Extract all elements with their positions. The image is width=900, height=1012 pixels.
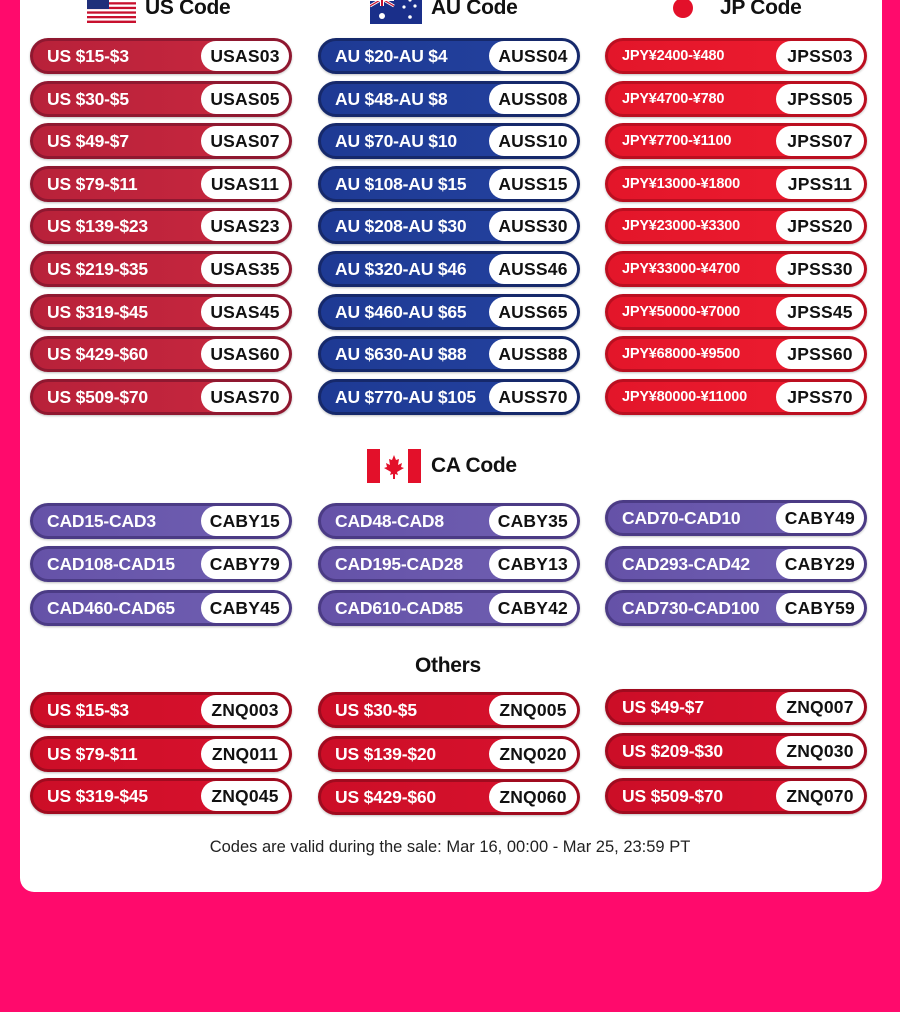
discount-range: US $219-$35 (47, 258, 148, 279)
discount-range: US $30-$5 (335, 699, 417, 720)
ca-section-title (367, 448, 517, 484)
coupon-code[interactable]: ZNQ011 (201, 739, 289, 769)
coupon-pill[interactable] (30, 38, 292, 74)
coupon-pill[interactable] (30, 336, 292, 372)
coupon-pill[interactable] (30, 590, 292, 626)
others-section-title-text: Others (415, 654, 481, 677)
coupon-code[interactable]: ZNQ070 (776, 781, 864, 811)
coupon-code[interactable]: ZNQ030 (776, 736, 864, 766)
us-section-title-text: US Code (145, 0, 231, 19)
coupon-pill[interactable] (318, 123, 580, 159)
discount-range: US $509-$70 (622, 785, 723, 806)
coupon-pill[interactable] (605, 590, 867, 626)
coupon-pill[interactable] (30, 251, 292, 287)
coupon-pill[interactable] (30, 778, 292, 814)
coupon-code[interactable]: CABY49 (776, 503, 864, 533)
coupon-pill[interactable] (318, 779, 580, 815)
coupon-code[interactable]: CABY13 (489, 549, 577, 579)
coupon-pill[interactable] (605, 38, 867, 74)
coupon-pill[interactable] (318, 590, 580, 626)
coupon-code[interactable]: CABY79 (201, 549, 289, 579)
coupon-code[interactable]: ZNQ007 (776, 692, 864, 722)
coupon-code[interactable]: CABY59 (776, 593, 864, 623)
discount-range: US $49-$7 (622, 696, 704, 717)
discount-range: CAD15-CAD3 (47, 510, 156, 531)
coupon-code[interactable]: USAS03 (201, 41, 289, 71)
discount-range: US $15-$3 (47, 45, 129, 66)
coupon-pill[interactable] (318, 208, 580, 244)
discount-range: CAD610-CAD85 (335, 597, 463, 618)
discount-range: JPY¥80000-¥11000 (622, 389, 748, 405)
coupon-code[interactable]: AUSS70 (489, 382, 577, 412)
discount-range: JPY¥33000-¥4700 (622, 261, 740, 277)
coupon-pill[interactable] (605, 379, 867, 415)
coupon-code[interactable]: CABY42 (489, 593, 577, 623)
discount-range: JPY¥68000-¥9500 (622, 346, 740, 362)
coupon-pill[interactable] (605, 251, 867, 287)
discount-range: US $30-$5 (47, 88, 129, 109)
coupon-pill[interactable] (605, 294, 867, 330)
discount-range: AU $460-AU $65 (335, 301, 467, 322)
coupon-code[interactable]: USAS35 (201, 254, 289, 284)
discount-range: US $49-$7 (47, 130, 129, 151)
coupon-code[interactable]: JPSS30 (776, 254, 864, 284)
ca-flag-icon (367, 449, 421, 483)
coupon-code[interactable]: USAS45 (201, 297, 289, 327)
coupon-code[interactable]: USAS05 (201, 84, 289, 114)
coupon-pill[interactable] (318, 736, 580, 772)
discount-range: CAD460-CAD65 (47, 597, 175, 618)
discount-range: CAD293-CAD42 (622, 553, 750, 574)
discount-range: AU $630-AU $88 (335, 343, 467, 364)
coupon-code[interactable]: JPSS20 (776, 211, 864, 241)
discount-range: US $139-$23 (47, 215, 148, 236)
discount-range: JPY¥23000-¥3300 (622, 218, 740, 234)
discount-range: AU $108-AU $15 (335, 173, 467, 194)
coupon-pill[interactable] (605, 778, 867, 814)
coupon-pill[interactable] (318, 379, 580, 415)
coupon-pill[interactable] (318, 38, 580, 74)
others-section-title (415, 648, 481, 684)
coupon-pill[interactable] (605, 733, 867, 769)
coupon-code[interactable]: USAS11 (201, 169, 289, 199)
discount-range: JPY¥2400-¥480 (622, 48, 725, 64)
coupon-code[interactable]: USAS60 (201, 339, 289, 369)
coupon-pill[interactable] (30, 692, 292, 728)
discount-range: US $319-$45 (47, 785, 148, 806)
discount-range: US $79-$11 (47, 743, 138, 764)
coupon-pill[interactable] (605, 689, 867, 725)
discount-range: JPY¥13000-¥1800 (622, 176, 740, 192)
discount-range: CAD195-CAD28 (335, 553, 463, 574)
coupon-pill[interactable] (30, 503, 292, 539)
coupon-pill[interactable] (30, 81, 292, 117)
validity-note: Codes are valid during the sale: Mar 16, 00:00 - Mar 25, 23:59 PT (209, 838, 691, 856)
coupon-code[interactable]: AUSS88 (489, 339, 577, 369)
coupon-pill[interactable] (318, 294, 580, 330)
coupon-code[interactable]: USAS07 (201, 126, 289, 156)
discount-range: CAD48-CAD8 (335, 510, 444, 531)
coupon-code[interactable]: CABY15 (201, 506, 289, 536)
coupon-code[interactable]: AUSS08 (489, 84, 577, 114)
coupon-pill[interactable] (318, 81, 580, 117)
discount-range: AU $208-AU $30 (335, 215, 467, 236)
coupon-code[interactable]: USAS23 (201, 211, 289, 241)
coupon-code[interactable]: AUSS10 (489, 126, 577, 156)
discount-range: JPY¥4700-¥780 (622, 91, 725, 107)
discount-range: CAD70-CAD10 (622, 507, 741, 528)
discount-range: CAD108-CAD15 (47, 553, 175, 574)
coupon-code[interactable]: ZNQ060 (489, 782, 577, 812)
coupon-code[interactable]: CABY45 (201, 593, 289, 623)
coupon-pill[interactable] (605, 336, 867, 372)
coupon-code[interactable]: ZNQ003 (201, 695, 289, 725)
discount-range: US $509-$70 (47, 386, 148, 407)
discount-range: US $319-$45 (47, 301, 148, 322)
au-flag-icon (370, 0, 422, 24)
jp-section-title (672, 0, 802, 26)
coupon-code[interactable]: JPSS05 (776, 84, 864, 114)
us-flag-icon (87, 0, 136, 23)
coupon-code[interactable]: AUSS65 (489, 297, 577, 327)
coupon-code[interactable]: ZNQ020 (489, 739, 577, 769)
coupon-code[interactable]: USAS70 (201, 382, 289, 412)
discount-range: AU $320-AU $46 (335, 258, 467, 279)
coupon-code[interactable]: CABY29 (776, 549, 864, 579)
discount-range: US $209-$30 (622, 740, 723, 761)
coupon-pill[interactable] (30, 123, 292, 159)
coupon-code[interactable]: AUSS04 (489, 41, 577, 71)
coupon-pill[interactable] (318, 546, 580, 582)
discount-range: US $79-$11 (47, 173, 138, 194)
discount-range: AU $48-AU $8 (335, 88, 448, 109)
coupon-pill[interactable] (318, 166, 580, 202)
coupon-code[interactable]: ZNQ005 (489, 695, 577, 725)
coupon-pill[interactable] (605, 123, 867, 159)
coupon-pill[interactable] (30, 546, 292, 582)
us-section-title (87, 0, 230, 26)
coupon-pill[interactable] (605, 546, 867, 582)
coupon-code[interactable]: AUSS46 (489, 254, 577, 284)
coupon-code[interactable]: AUSS30 (489, 211, 577, 241)
coupon-pill[interactable] (30, 208, 292, 244)
coupon-pill[interactable] (318, 251, 580, 287)
coupon-code[interactable]: JPSS45 (776, 297, 864, 327)
coupon-pill[interactable] (605, 166, 867, 202)
discount-range: CAD730-CAD100 (622, 597, 760, 618)
coupon-pill[interactable] (605, 208, 867, 244)
au-section-title (370, 0, 518, 26)
discount-range: US $15-$3 (47, 699, 129, 720)
discount-range: AU $70-AU $10 (335, 130, 457, 151)
coupon-pill[interactable] (30, 379, 292, 415)
coupon-pill[interactable] (318, 336, 580, 372)
coupon-code[interactable]: JPSS07 (776, 126, 864, 156)
au-section-title-text: AU Code (431, 0, 518, 19)
discount-range: US $429-$60 (47, 343, 148, 364)
coupon-pill[interactable] (318, 503, 580, 539)
discount-range: US $139-$20 (335, 743, 436, 764)
coupon-pill[interactable] (605, 500, 867, 536)
discount-range: US $429-$60 (335, 786, 436, 807)
coupon-code[interactable]: ZNQ045 (201, 781, 289, 811)
coupon-pill[interactable] (30, 736, 292, 772)
coupon-code[interactable]: AUSS15 (489, 169, 577, 199)
coupon-code[interactable]: JPSS11 (776, 169, 864, 199)
jp-section-title-text: JP Code (720, 0, 802, 19)
coupon-code[interactable]: JPSS03 (776, 41, 864, 71)
discount-range: AU $770-AU $105 (335, 386, 476, 407)
jp-flag-icon (672, 0, 694, 19)
coupon-code[interactable]: JPSS70 (776, 382, 864, 412)
ca-section-title-text: CA Code (431, 454, 517, 477)
coupon-code[interactable]: CABY35 (489, 506, 577, 536)
coupon-code[interactable]: JPSS60 (776, 339, 864, 369)
discount-range: JPY¥50000-¥7000 (622, 304, 740, 320)
discount-range: JPY¥7700-¥1100 (622, 133, 732, 149)
discount-range: AU $20-AU $4 (335, 45, 448, 66)
coupon-pill[interactable] (318, 692, 580, 728)
coupon-pill[interactable] (30, 166, 292, 202)
coupon-pill[interactable] (30, 294, 292, 330)
coupon-pill[interactable] (605, 81, 867, 117)
